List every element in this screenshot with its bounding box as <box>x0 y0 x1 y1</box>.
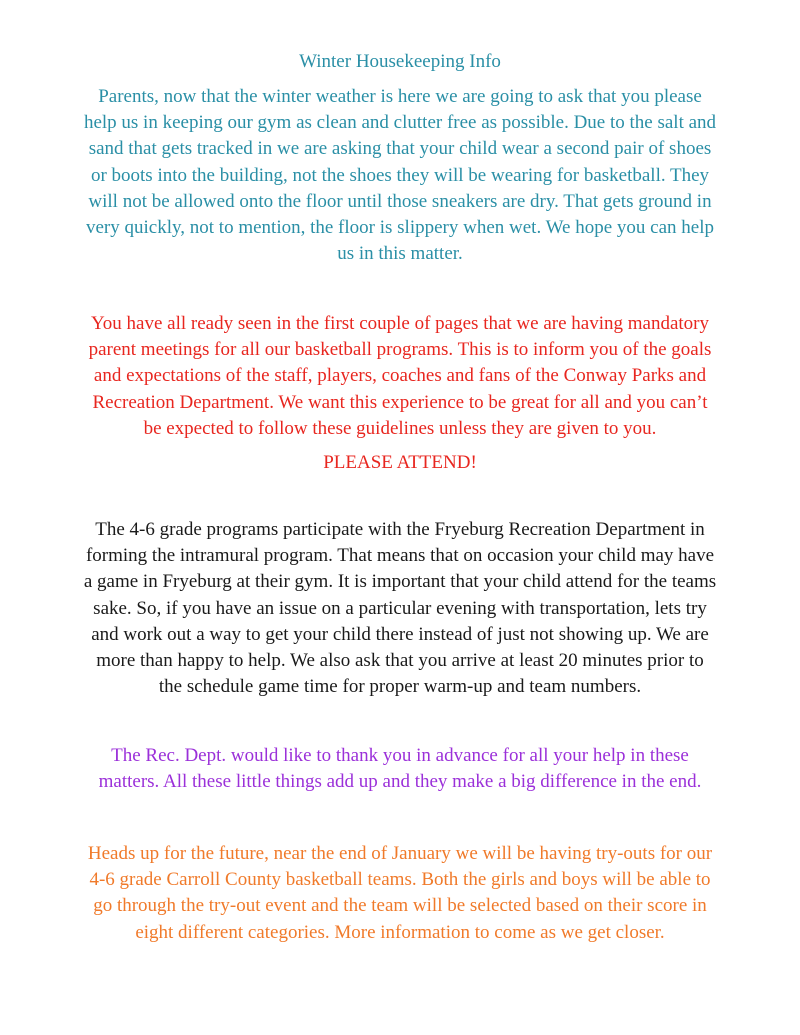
text-line: and work out a way to get your child there instead of just not showing up. We are <box>91 623 709 645</box>
text-line: The 4-6 grade programs participate with the Fryeburg Recreation Department in <box>95 519 705 540</box>
meetings-paragraph <box>40 311 760 442</box>
text-line: PLEASE ATTEND! <box>323 452 477 473</box>
text-line: us in this matter. <box>337 243 463 265</box>
text-line: or boots into the building, not the shoes they will be wearing for basketball. They <box>90 164 710 186</box>
text-line: very quickly, not to mention, the floor is slippery when wet. We hope you can help <box>86 217 714 239</box>
text-line: Recreation Department. We want this experience to be great for all and you can’t <box>92 391 708 413</box>
text-line: forming the intramural program. That means that on occasion your child may have <box>85 545 715 567</box>
text-line: eight different categories. More information to come as we get closer. <box>135 921 665 943</box>
text-line: Heads up for the future, near the end of January we will be having try-outs for our <box>87 843 713 864</box>
text-line: parent meetings for all our basketball programs. This is to inform you of the goals <box>88 339 712 361</box>
text-line: 4-6 grade Carroll County basketball teams. Both the girls and boys will be able to <box>89 869 711 891</box>
text-line: a game in Fryeburg at their gym. It is important that your child attend for the teams <box>83 571 717 593</box>
text-line: The Rec. Dept. would like to thank you in advance for all your help in these <box>111 745 689 766</box>
text-line: go through the try-out event and the team will be selected based on their score in <box>93 895 707 917</box>
text-line: the schedule game time for proper warm-up and team numbers. <box>158 676 642 698</box>
text-line: be expected to follow these guidelines unless they are given to you. <box>143 417 657 439</box>
tryouts-paragraph <box>40 841 760 946</box>
text-line: You have all ready seen in the first couple of pages that we are having mandatory <box>90 313 709 334</box>
thanks-paragraph <box>40 743 760 795</box>
fryeburg-paragraph <box>40 517 760 700</box>
housekeeping-paragraph <box>40 84 760 267</box>
text-line: sand that gets tracked in we are asking that your child wear a second pair of shoes <box>88 138 712 160</box>
text-line: Parents, now that the winter weather is here we are going to ask that you please <box>98 86 702 107</box>
text-line: more than happy to help. We also ask that you arrive at least 20 minutes prior to <box>96 650 704 672</box>
page-title: Winter Housekeeping Info <box>299 51 501 72</box>
text-line: will not be allowed onto the floor until those sneakers are dry. That gets ground in <box>88 190 712 212</box>
text-line: help us in keeping our gym as clean and clutter free as possible. Due to the salt and <box>83 112 717 134</box>
text-line: matters. All these little things add up and they make a big difference in the end. <box>98 771 702 793</box>
text-line: sake. So, if you have an issue on a particular evening with transportation, lets try <box>93 597 707 619</box>
text-line: and expectations of the staff, players, coaches and fans of the Conway Parks and <box>93 365 707 387</box>
please-attend-notice <box>40 450 760 476</box>
